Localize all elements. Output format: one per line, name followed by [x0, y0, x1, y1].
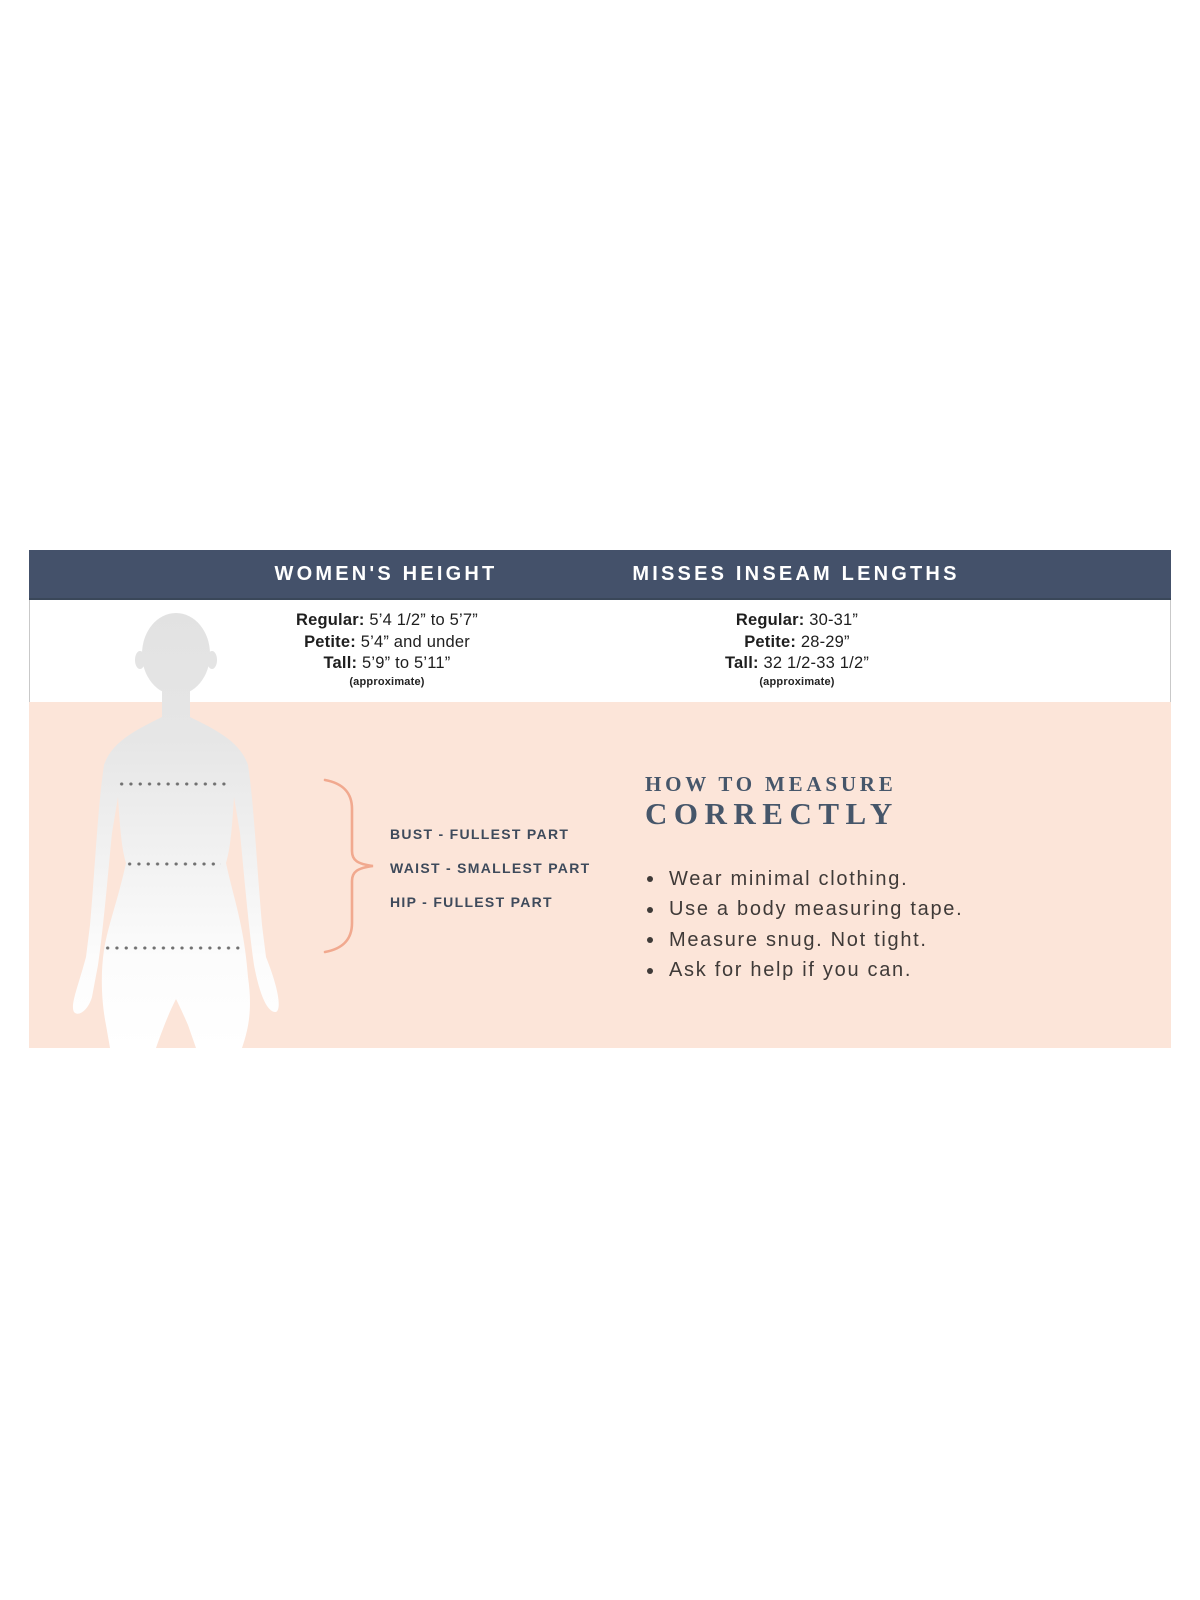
spec-value: 5’9” to 5’11” [361, 654, 451, 672]
tips-list [645, 864, 1125, 986]
tip-item [645, 925, 1125, 956]
spec-label: Petite: [304, 632, 356, 651]
bullet-dot-icon [647, 968, 653, 974]
tip-item [645, 895, 1125, 926]
how-to-title-line2: CORRECTLY [645, 796, 899, 831]
header-bar [29, 550, 1171, 600]
inseam-tall-line [725, 653, 869, 675]
bullet-dot-icon [647, 907, 653, 913]
inseam-regular-line [725, 610, 869, 632]
spec-value: 5’4” and under [360, 632, 470, 651]
inseam-column [725, 610, 869, 688]
curly-brace-icon [321, 775, 379, 957]
bust-dotted-line [117, 782, 229, 786]
womens-height-title: WOMEN'S HEIGHT [274, 563, 498, 585]
spec-label: Regular: [295, 611, 365, 629]
measure-label-bust: BUST - FULLEST PART [390, 826, 570, 842]
spec-value: 30-31” [809, 611, 859, 629]
spec-label: Tall: [724, 654, 759, 672]
tip-item [645, 956, 1125, 987]
tip-text: Ask for help if you can. [669, 959, 913, 982]
height-tall-line [296, 653, 478, 675]
spec-label: Regular: [735, 611, 805, 629]
bullet-dot-icon [647, 876, 653, 882]
height-column [296, 610, 478, 688]
spec-label: Tall: [323, 654, 358, 672]
size-guide-infographic [29, 550, 1171, 1048]
how-to-measure-section [645, 772, 1125, 986]
misses-inseam-title: MISSES INSEAM LENGTHS [632, 563, 960, 585]
approximate-note: (approximate) [349, 675, 425, 688]
height-petite-line [296, 632, 478, 654]
spec-value: 5’4 1/2” to 5’7” [369, 611, 479, 629]
spec-label: Petite: [744, 632, 797, 651]
measure-label-hip: HIP - FULLEST PART [390, 894, 553, 910]
height-regular-line [296, 610, 478, 632]
hip-dotted-line [103, 946, 245, 950]
approximate-note: (approximate) [759, 675, 835, 688]
measure-label-waist: WAIST - SMALLEST PART [390, 860, 591, 876]
female-body-silhouette-icon [56, 605, 296, 1048]
tip-item [645, 864, 1125, 895]
tip-text: Use a body measuring tape. [669, 898, 964, 921]
spec-value: 28-29” [800, 632, 850, 651]
spec-value: 32 1/2-33 1/2” [763, 654, 870, 672]
how-to-title-line1: HOW TO MEASURE [645, 772, 897, 796]
tip-text: Wear minimal clothing. [669, 867, 909, 890]
bullet-dot-icon [647, 937, 653, 943]
inseam-petite-line [725, 632, 869, 654]
tip-text: Measure snug. Not tight. [669, 928, 928, 951]
waist-dotted-line [125, 862, 221, 866]
